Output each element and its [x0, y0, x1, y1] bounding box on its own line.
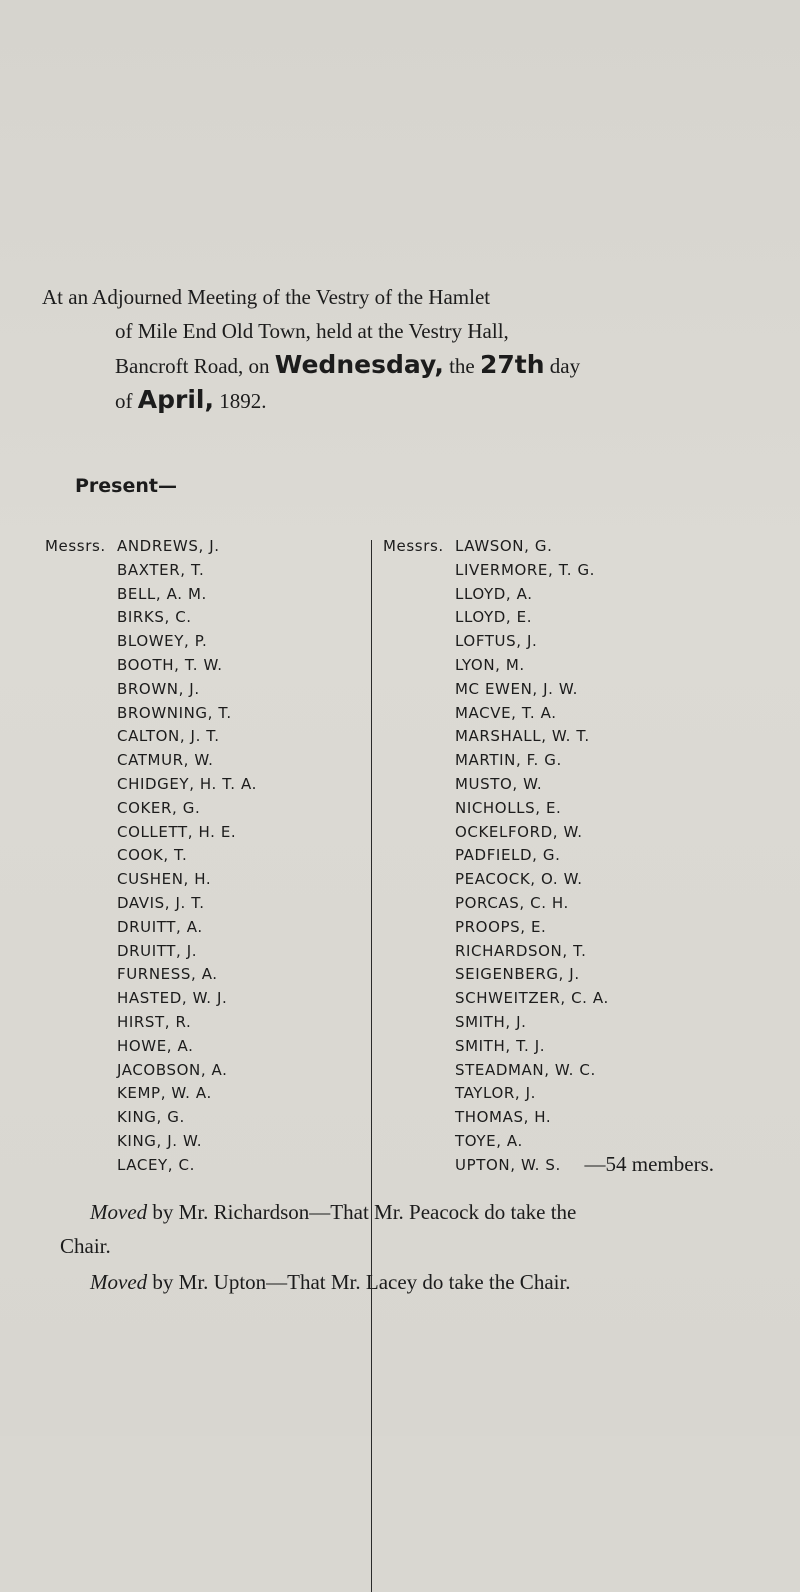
member-name: NICHOLLS, E.: [455, 798, 562, 817]
member-row: [383, 1130, 609, 1154]
member-name: LLOYD, E.: [455, 608, 533, 627]
member-name: BROWNING, T.: [117, 703, 232, 722]
member-row: [45, 749, 257, 773]
member-row: [383, 583, 609, 607]
member-name: LYON, M.: [455, 655, 525, 674]
member-row: [383, 987, 609, 1011]
member-name: UPTON, W. S.: [455, 1155, 561, 1174]
member-total: —54 members.: [584, 1152, 714, 1176]
member-row: [45, 987, 257, 1011]
member-name: HIRST, R.: [117, 1012, 192, 1031]
member-row: [383, 963, 609, 987]
member-name: SCHWEITZER, C. A.: [455, 989, 609, 1008]
member-row: [383, 821, 609, 845]
member-name: LLOYD, A.: [455, 584, 533, 603]
member-row: [383, 868, 609, 892]
member-name: BOOTH, T. W.: [117, 655, 223, 674]
member-row: [383, 654, 609, 678]
member-row: [383, 1035, 609, 1059]
member-row: [383, 535, 609, 559]
member-row: [45, 844, 257, 868]
member-row: [383, 1011, 609, 1035]
member-name: LIVERMORE, T. G.: [455, 560, 596, 579]
meeting-year: 1892.: [219, 389, 267, 413]
member-name: DAVIS, J. T.: [117, 893, 205, 912]
member-name: LAWSON, G.: [455, 537, 553, 555]
meeting-heading: [42, 280, 762, 418]
member-name: HASTED, W. J.: [117, 989, 228, 1008]
member-name: PORCAS, C. H.: [455, 893, 569, 912]
heading-line-1: At an Adjourned Meeting of the Vestry of the Hamlet: [42, 285, 491, 309]
member-row: [383, 1082, 609, 1106]
member-row: [45, 821, 257, 845]
member-row: [45, 678, 257, 702]
member-row: [45, 940, 257, 964]
member-row: [383, 630, 609, 654]
member-name: STEADMAN, W. C.: [455, 1060, 596, 1079]
heading-line-2: of Mile End Old Town, held at the Vestry Hall,: [115, 319, 509, 343]
member-row: [383, 678, 609, 702]
column-divider: [371, 540, 372, 1592]
member-name: DRUITT, A.: [117, 917, 203, 936]
member-row: [383, 916, 609, 940]
member-name: FURNESS, A.: [117, 965, 218, 984]
member-row: [383, 725, 609, 749]
member-row: [45, 606, 257, 630]
member-row: [383, 844, 609, 868]
member-name: CATMUR, W.: [117, 751, 214, 770]
member-name: PROOPS, E.: [455, 917, 547, 936]
member-name: ANDREWS, J.: [117, 537, 220, 555]
member-name: OCKELFORD, W.: [455, 822, 583, 841]
member-name: COKER, G.: [117, 798, 201, 817]
member-row: [383, 606, 609, 630]
motion-2-moved: Moved: [90, 1270, 148, 1294]
member-row: [383, 702, 609, 726]
member-name: MARSHALL, W. T.: [455, 727, 590, 746]
member-name: THOMAS, H.: [455, 1108, 552, 1127]
member-row: [383, 1154, 609, 1178]
member-row: [45, 892, 257, 916]
meeting-weekday: Wednesday,: [274, 350, 444, 379]
member-name: BIRKS, C.: [117, 608, 192, 627]
member-name: HOWE, A.: [117, 1036, 194, 1055]
member-row: [45, 1106, 257, 1130]
member-name: KEMP, W. A.: [117, 1084, 212, 1103]
member-row: [45, 916, 257, 940]
member-name: BROWN, J.: [117, 679, 200, 698]
member-row: [45, 1154, 257, 1178]
member-name: KING, J. W.: [117, 1131, 203, 1150]
member-name: TAYLOR, J.: [455, 1084, 537, 1103]
members-column-right: [383, 535, 609, 1178]
motion-1-moved: Moved: [90, 1200, 148, 1224]
heading-line-3-prefix: Bancroft Road, on: [115, 354, 270, 378]
motion-1-text: by Mr. Richardson—That Mr. Peacock do take the: [152, 1200, 577, 1224]
member-name: MC EWEN, J. W.: [455, 679, 578, 698]
heading-line-3-suffix: day: [549, 354, 581, 378]
motion-1-continuation: Chair.: [60, 1234, 111, 1258]
member-row: [45, 559, 257, 583]
member-row: [383, 1059, 609, 1083]
member-row: [45, 702, 257, 726]
member-name: SEIGENBERG, J.: [455, 965, 580, 984]
member-name: CALTON, J. T.: [117, 727, 220, 746]
member-row: [45, 1011, 257, 1035]
member-name: JACOBSON, A.: [117, 1060, 228, 1079]
heading-line-4-prefix: of: [115, 389, 133, 413]
member-name: SMITH, T. J.: [455, 1036, 546, 1055]
member-name: BELL, A. M.: [117, 584, 207, 603]
member-name: PEACOCK, O. W.: [455, 870, 583, 889]
member-name: DRUITT, J.: [117, 941, 198, 960]
member-name: LACEY, C.: [117, 1155, 195, 1174]
member-row: [383, 940, 609, 964]
member-row: [383, 892, 609, 916]
meeting-day: 27th: [479, 350, 545, 379]
member-row: [45, 535, 257, 559]
member-name: CUSHEN, H.: [117, 870, 212, 889]
motion-2-text: by Mr. Upton—That Mr. Lacey do take the Chair.: [152, 1270, 571, 1294]
member-row: [45, 725, 257, 749]
present-heading: Present—: [75, 475, 177, 497]
member-name: COLLETT, H. E.: [117, 822, 237, 841]
member-row: [45, 1082, 257, 1106]
member-row: [45, 1059, 257, 1083]
member-row: [383, 559, 609, 583]
member-row: [383, 1106, 609, 1130]
member-name: BAXTER, T.: [117, 560, 205, 579]
meeting-month: April,: [137, 385, 214, 414]
member-row: [383, 749, 609, 773]
heading-line-3: [42, 348, 762, 383]
messrs-prefix: Messrs.: [383, 537, 444, 555]
motion-2: [90, 1265, 790, 1299]
member-name: KING, G.: [117, 1108, 185, 1127]
member-name: MACVE, T. A.: [455, 703, 557, 722]
motion-1: [60, 1195, 770, 1263]
member-name: BLOWEY, P.: [117, 632, 208, 651]
member-row: [45, 1130, 257, 1154]
members-column-left: [45, 535, 257, 1178]
member-name: PADFIELD, G.: [455, 846, 561, 865]
member-row: [45, 773, 257, 797]
member-name: CHIDGEY, H. T. A.: [117, 774, 257, 793]
member-name: MUSTO, W.: [455, 774, 543, 793]
member-row: [45, 1035, 257, 1059]
member-name: RICHARDSON, T.: [455, 941, 587, 960]
member-name: LOFTUS, J.: [455, 632, 538, 651]
member-row: [45, 654, 257, 678]
member-name: COOK, T.: [117, 846, 188, 865]
member-row: [45, 797, 257, 821]
member-row: [45, 868, 257, 892]
heading-line-3-mid: the: [449, 354, 475, 378]
member-name: TOYE, A.: [455, 1131, 523, 1150]
member-row: [45, 963, 257, 987]
member-row: [383, 797, 609, 821]
member-name: SMITH, J.: [455, 1012, 527, 1031]
member-row: [383, 773, 609, 797]
messrs-prefix: Messrs.: [45, 537, 106, 555]
member-name: MARTIN, F. G.: [455, 751, 562, 770]
heading-line-4: [42, 383, 762, 418]
member-row: [45, 630, 257, 654]
member-row: [45, 583, 257, 607]
